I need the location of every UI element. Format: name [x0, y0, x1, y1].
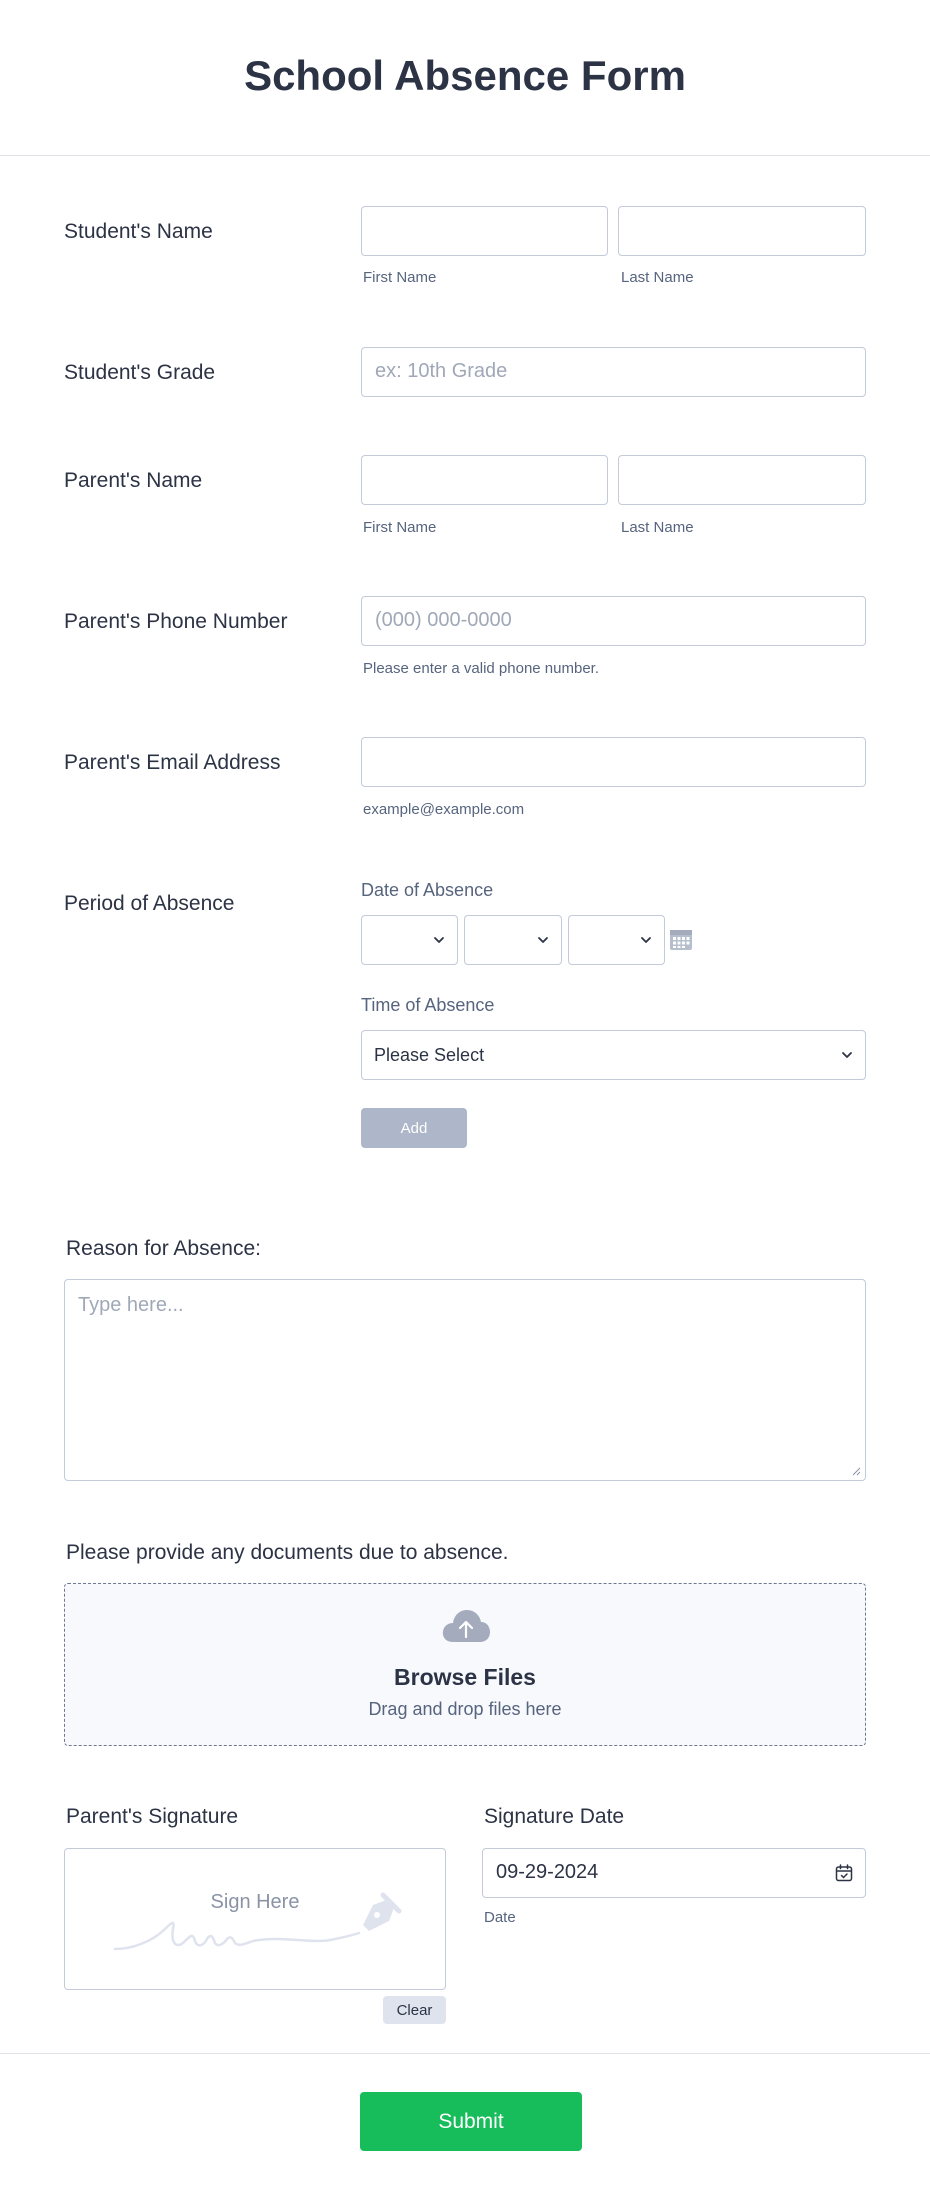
student-name-label: Student's Name — [64, 220, 213, 243]
signature-scribble-icon — [113, 1889, 403, 1959]
date-of-absence-label: Date of Absence — [361, 880, 494, 900]
clear-signature-button[interactable]: Clear — [383, 1996, 446, 2024]
parent-last-name-sublabel: Last Name — [621, 519, 694, 536]
student-grade-label: Student's Grade — [64, 361, 216, 384]
reason-textarea[interactable] — [64, 1279, 866, 1481]
period-label: Period of Absence — [64, 892, 235, 915]
submit-button[interactable]: Submit — [360, 2092, 582, 2151]
parent-phone-placeholder: (000) 000-0000 — [375, 609, 512, 631]
form-title: School Absence Form — [244, 51, 686, 99]
student-last-name-input[interactable] — [618, 206, 866, 256]
reason-placeholder: Type here... — [78, 1294, 184, 1316]
student-grade-input[interactable] — [361, 347, 866, 397]
drag-drop-hint: Drag and drop files here — [368, 1699, 562, 1719]
form-header — [0, 0, 930, 156]
resize-handle-icon[interactable] — [851, 1466, 861, 1476]
footer-divider — [0, 2053, 930, 2054]
chevron-down-icon — [638, 932, 654, 948]
parent-last-name-input[interactable] — [618, 455, 866, 505]
file-upload-dropzone[interactable] — [64, 1583, 866, 1746]
parent-email-label: Parent's Email Address — [64, 751, 281, 774]
student-first-name-input[interactable] — [361, 206, 608, 256]
chevron-down-icon — [839, 1047, 855, 1063]
parent-email-input[interactable] — [361, 737, 866, 787]
parent-name-label: Parent's Name — [64, 469, 203, 492]
time-select-value: Please Select — [374, 1045, 485, 1065]
parent-phone-hint: Please enter a valid phone number. — [363, 660, 599, 677]
month-select[interactable] — [361, 915, 458, 965]
chevron-down-icon — [535, 932, 551, 948]
sign-here-placeholder: Sign Here — [210, 1891, 300, 1913]
documents-label: Please provide any documents due to absence. — [66, 1541, 509, 1564]
calendar-icon[interactable] — [669, 927, 693, 951]
signature-pad[interactable] — [64, 1848, 446, 1990]
signature-date-input[interactable] — [482, 1848, 866, 1898]
cloud-upload-icon — [441, 1608, 491, 1644]
time-of-absence-label: Time of Absence — [361, 995, 495, 1015]
signature-date-sublabel: Date — [484, 1909, 516, 1926]
signature-date-label: Signature Date — [484, 1805, 625, 1828]
student-grade-placeholder: ex: 10th Grade — [375, 360, 508, 382]
calendar-check-icon[interactable] — [835, 1864, 853, 1882]
signature-label: Parent's Signature — [66, 1805, 239, 1828]
chevron-down-icon — [431, 932, 447, 948]
browse-files-title: Browse Files — [394, 1664, 536, 1690]
time-of-absence-select[interactable] — [361, 1030, 866, 1080]
reason-label: Reason for Absence: — [66, 1237, 261, 1260]
student-first-name-sublabel: First Name — [363, 269, 437, 286]
student-last-name-sublabel: Last Name — [621, 269, 694, 286]
parent-first-name-input[interactable] — [361, 455, 608, 505]
year-select[interactable] — [568, 915, 665, 965]
parent-phone-input[interactable] — [361, 596, 866, 646]
add-button[interactable]: Add — [361, 1108, 467, 1148]
parent-phone-label: Parent's Phone Number — [64, 610, 288, 633]
day-select[interactable] — [464, 915, 562, 965]
parent-first-name-sublabel: First Name — [363, 519, 437, 536]
signature-date-value: 09-29-2024 — [496, 1861, 599, 1883]
parent-email-hint: example@example.com — [363, 801, 525, 818]
